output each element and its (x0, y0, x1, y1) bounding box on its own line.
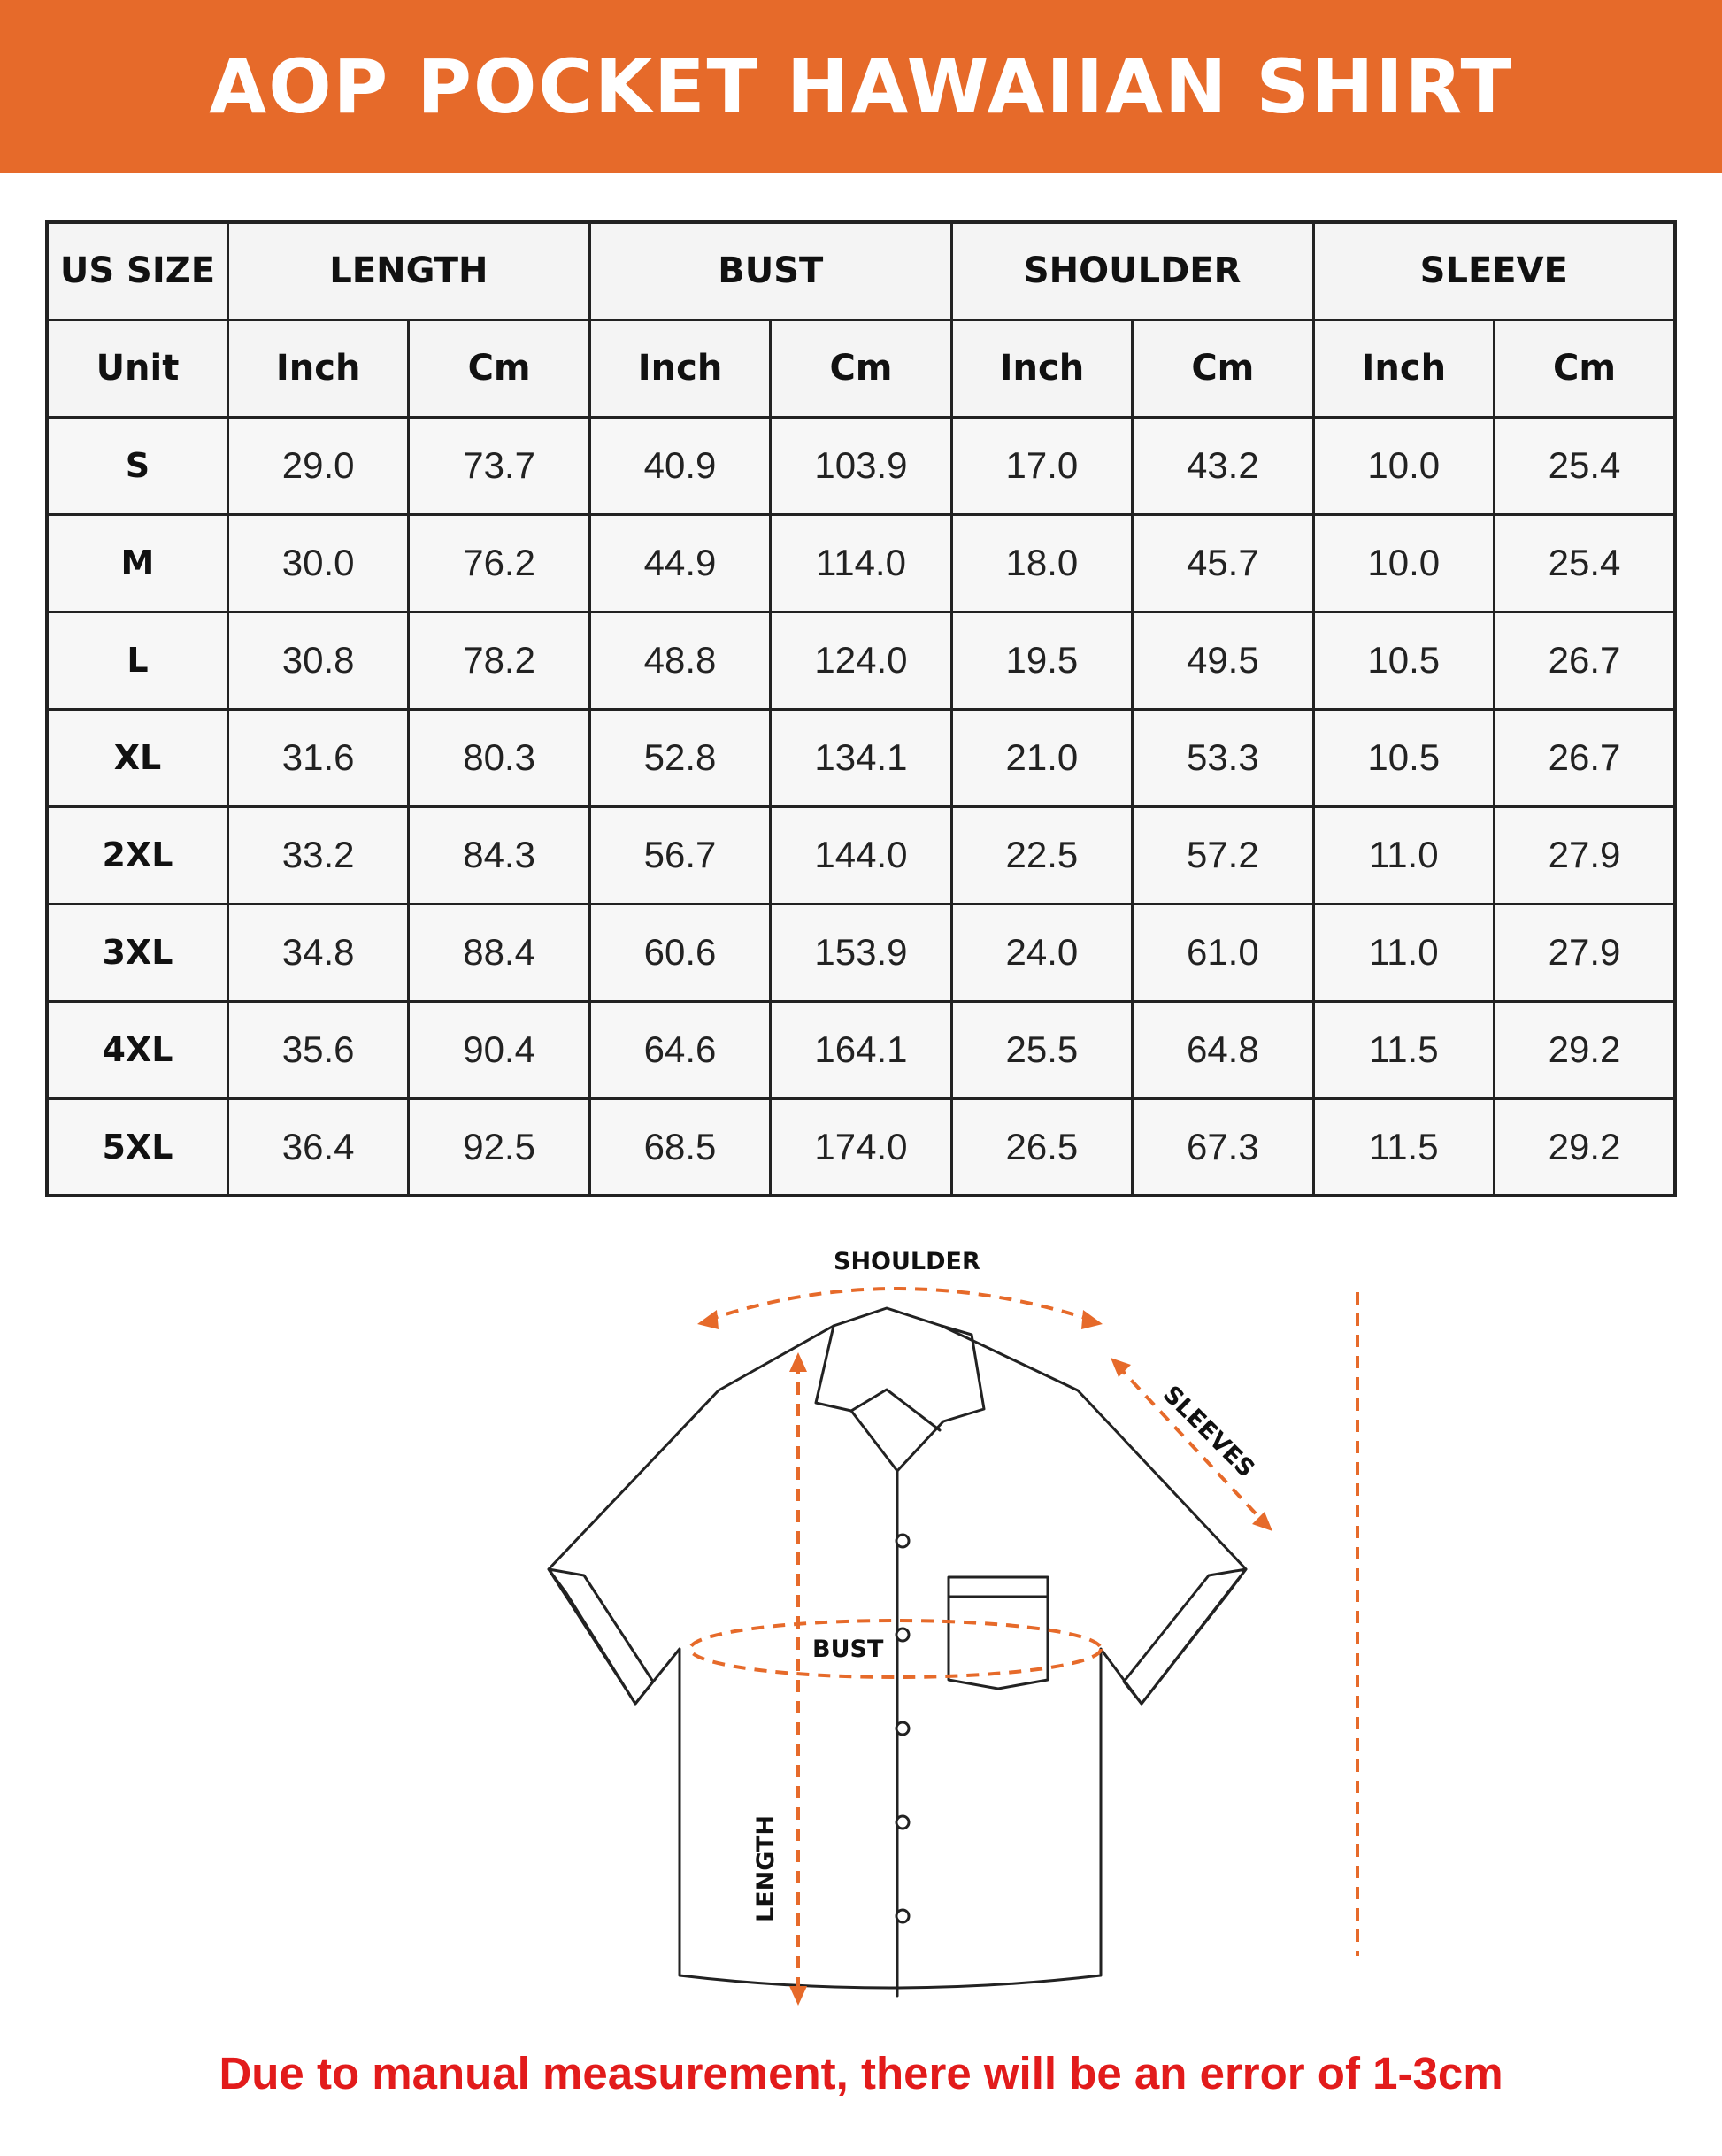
measurement-cell: 36.4 (227, 1098, 408, 1196)
measurement-cell: 35.6 (227, 1001, 408, 1098)
table-row (47, 417, 1675, 514)
left-sleeve-cuff (549, 1569, 653, 1704)
unit-header: Inch (1313, 320, 1494, 417)
unit-label: Unit (47, 320, 227, 417)
sleeve-measure-line (1117, 1365, 1265, 1524)
button (896, 1816, 909, 1829)
measurement-cell: 27.9 (1495, 806, 1676, 904)
page-title: AOP POCKET HAWAIIAN SHIRT (209, 43, 1513, 130)
arrow-icon (697, 1310, 719, 1329)
measurement-cell: 134.1 (771, 709, 951, 806)
size-cell: 5XL (47, 1098, 227, 1196)
measurement-cell: 11.5 (1313, 1001, 1494, 1098)
size-cell: XL (47, 709, 227, 806)
arrow-icon (789, 1352, 807, 1372)
measurement-cell: 52.8 (589, 709, 770, 806)
group-header-bust: BUST (589, 222, 951, 320)
shoulder-measure-line (706, 1289, 1094, 1321)
bust-measure-line (690, 1621, 1101, 1677)
shirt-outline-icon (0, 1221, 1722, 2018)
measurement-cell: 24.0 (951, 904, 1132, 1001)
sleeves-label: SLEEVES (1157, 1381, 1260, 1483)
measurement-cell: 11.0 (1313, 806, 1494, 904)
measurement-cell: 67.3 (1133, 1098, 1313, 1196)
group-header-shoulder: SHOULDER (951, 222, 1313, 320)
bust-label: BUST (812, 1636, 884, 1663)
button (896, 1910, 909, 1922)
button (896, 1535, 909, 1547)
table-row (47, 904, 1675, 1001)
measurement-cell: 144.0 (771, 806, 951, 904)
measurement-cell: 26.5 (951, 1098, 1132, 1196)
measurement-cell: 40.9 (589, 417, 770, 514)
size-cell: M (47, 514, 227, 612)
measurement-cell: 64.8 (1133, 1001, 1313, 1098)
measurement-cell: 114.0 (771, 514, 951, 612)
arrow-icon (1111, 1358, 1131, 1377)
measurement-cell: 34.8 (227, 904, 408, 1001)
measurement-cell: 80.3 (409, 709, 589, 806)
arrow-icon (1081, 1310, 1103, 1329)
measurement-cell: 30.8 (227, 612, 408, 709)
measurement-cell: 10.0 (1313, 417, 1494, 514)
unit-header: Cm (771, 320, 951, 417)
group-header-sleeve: SLEEVE (1313, 222, 1675, 320)
measurement-cell: 78.2 (409, 612, 589, 709)
measurement-cell: 43.2 (1133, 417, 1313, 514)
size-cell: 3XL (47, 904, 227, 1001)
unit-header: Cm (1133, 320, 1313, 417)
measurement-cell: 64.6 (589, 1001, 770, 1098)
measurement-cell: 21.0 (951, 709, 1132, 806)
measurement-cell: 44.9 (589, 514, 770, 612)
measurement-cell: 90.4 (409, 1001, 589, 1098)
table-row (47, 1098, 1675, 1196)
measurement-cell: 29.0 (227, 417, 408, 514)
size-cell: 4XL (47, 1001, 227, 1098)
measurement-cell: 48.8 (589, 612, 770, 709)
measurement-cell: 56.7 (589, 806, 770, 904)
table-row (47, 709, 1675, 806)
size-cell: S (47, 417, 227, 514)
measurement-cell: 61.0 (1133, 904, 1313, 1001)
measurement-cell: 10.5 (1313, 709, 1494, 806)
arrow-icon (1252, 1512, 1272, 1531)
measurement-cell: 76.2 (409, 514, 589, 612)
measurement-cell: 60.6 (589, 904, 770, 1001)
arrow-icon (789, 1986, 807, 2006)
size-cell: 2XL (47, 806, 227, 904)
unit-header: Inch (589, 320, 770, 417)
measurement-cell: 124.0 (771, 612, 951, 709)
button (896, 1629, 909, 1641)
measurement-cell: 45.7 (1133, 514, 1313, 612)
measurement-cell: 29.2 (1495, 1098, 1676, 1196)
measurement-cell: 174.0 (771, 1098, 951, 1196)
table-row (47, 514, 1675, 612)
table-row (47, 1001, 1675, 1098)
collar-inner (851, 1390, 940, 1430)
table-row (47, 806, 1675, 904)
measurement-cell: 31.6 (227, 709, 408, 806)
measurement-cell: 22.5 (951, 806, 1132, 904)
measurement-cell: 10.0 (1313, 514, 1494, 612)
size-header: US SIZE (47, 222, 227, 320)
measurement-cell: 25.4 (1495, 417, 1676, 514)
measurement-cell: 18.0 (951, 514, 1132, 612)
measurement-cell: 164.1 (771, 1001, 951, 1098)
measurement-cell: 49.5 (1133, 612, 1313, 709)
size-cell: L (47, 612, 227, 709)
measurement-cell: 10.5 (1313, 612, 1494, 709)
measurement-cell: 33.2 (227, 806, 408, 904)
measurement-cell: 92.5 (409, 1098, 589, 1196)
measurement-cell: 27.9 (1495, 904, 1676, 1001)
measurement-cell: 26.7 (1495, 612, 1676, 709)
measurement-cell: 17.0 (951, 417, 1132, 514)
shoulder-label: SHOULDER (834, 1248, 980, 1275)
measurement-cell: 11.5 (1313, 1098, 1494, 1196)
right-sleeve-cuff (1124, 1569, 1246, 1704)
table-row (47, 612, 1675, 709)
header-banner (0, 0, 1722, 173)
button (896, 1722, 909, 1735)
measurement-cell: 25.5 (951, 1001, 1132, 1098)
measurement-cell: 25.4 (1495, 514, 1676, 612)
measurement-cell: 88.4 (409, 904, 589, 1001)
size-chart-table (45, 220, 1677, 1197)
group-header-length: LENGTH (227, 222, 589, 320)
measurement-cell: 153.9 (771, 904, 951, 1001)
measurement-cell: 30.0 (227, 514, 408, 612)
measurement-cell: 29.2 (1495, 1001, 1676, 1098)
unit-header: Inch (951, 320, 1132, 417)
unit-header: Cm (1495, 320, 1676, 417)
measurement-disclaimer: Due to manual measurement, there will be an error of 1-3cm (219, 2048, 1503, 2098)
length-label: LENGTH (752, 1815, 780, 1922)
unit-header: Inch (227, 320, 408, 417)
measurement-cell: 84.3 (409, 806, 589, 904)
measurement-diagram (0, 1221, 1722, 2018)
unit-header: Cm (409, 320, 589, 417)
measurement-cell: 68.5 (589, 1098, 770, 1196)
measurement-cell: 103.9 (771, 417, 951, 514)
measurement-cell: 11.0 (1313, 904, 1494, 1001)
measurement-cell: 26.7 (1495, 709, 1676, 806)
measurement-cell: 53.3 (1133, 709, 1313, 806)
measurement-cell: 73.7 (409, 417, 589, 514)
measurement-cell: 57.2 (1133, 806, 1313, 904)
measurement-cell: 19.5 (951, 612, 1132, 709)
size-table-body (47, 417, 1675, 1196)
